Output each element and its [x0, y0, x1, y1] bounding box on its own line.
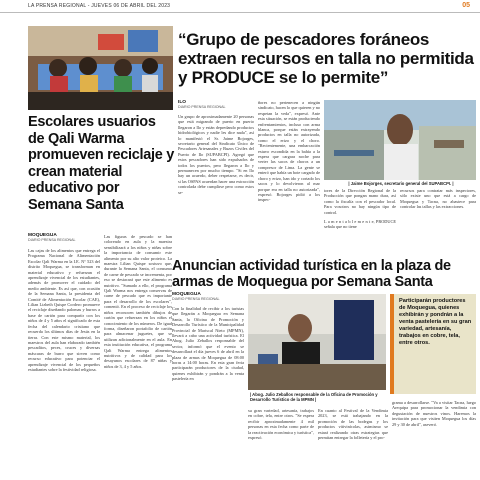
left-article-column-1: Las cajas de los alimentos que entrega el Programa Nacional de Alimentación Escolar Qali Warma en la I.E. N° 523 del distrito Moquegua, se transforman en material educativo y refuerzan el aprendizaje vivencial de los estudiantes, además de promover el cuidado del medio ambiente. Es así que, con ocasión de la Semana Santa, la presidenta del Comité de Alimentación Escolar (CAE), Lilian Lizbeth Quispe Cordero promueve el reciclaje diseñando palomas y burros a base de cartón para compartir con los niños de 4 y 5 años el significado de esta fecha del calendario cristiano que recuerda los últimos días de Jesús en la tierra. Con este mismo material, los maestros del aula han elaborado también pescaditos, peces, cruces y diversas máscaras de burro que sirven como recurso educativo para potenciar el aprendizaje vivencial de los pequeños estudiantes sobre la festividad religiosa. [28, 248, 100, 372]
header-rule [0, 12, 480, 13]
photo-children-crafts [28, 26, 173, 110]
photo-jaime-bojorges [324, 100, 476, 180]
photo-julio-zeballos-illustration [248, 294, 386, 390]
photo-children-crafts-illustration [28, 26, 173, 110]
top-article-source: DIARIO PRENSA REGIONAL [178, 105, 226, 109]
bottom-article-title: Anuncian actividad turística en la plaza de armas de Moquegua por Semana Santa [172, 258, 451, 290]
top-article-title: “Grupo de pescadores foráneos extraen recursos en talla no permitida y PRODUCE se lo permite” [178, 30, 474, 87]
section-title: LA PRENSA REGIONAL - JUEVES 06 DE ABRIL DEL 2023 [28, 3, 171, 9]
pull-quote-box [390, 294, 476, 394]
bottom-article-column-4: grama a desarrollarse. "Va a visitar Tacna, luego Arequipa para promocionar la vendimia con degustación de nuestros vinos. Haremos la invitación para que visiten Moquegua los días 29 y 30 de abril", aseveró. [392, 400, 476, 427]
photo-julio-zeballos [248, 294, 386, 390]
left-article-column-2: Las figuras de pescado se han coloreado en aula y la maestra sensibilizará a los niños y niñas sobre la importancia de consumir este alimento por su alto valor proteico. La maestra Lilian Quispe sostuvo que, durante la Semana Santa, el consumo de carne de pescado se incrementa, por eso se destacará que este alimento es nutritivo. "Sumado a ello, el programa Qali Warma nos entrega conservas de carne de pescado que es importante para el desarrollo de los escolares", comentó. En el proceso de reciclaje los niños reconocen también dibujos de cartón que refuerzan en los niños el conocimiento de los números. De igual forma, diseñaron portafolio de cartón para almacenar juguetes, que se utilizan adicionalmente en el aula. En esta institución educativa, el programa Qali Warma entrega alimentos nutritivos y de calidad para los desayunos escolares de 87 niñas y niños de 3, 4 y 5 años. [104, 234, 172, 369]
top-article-regret: L a m e n t a b l e m e n t e, PRODUCE señala que no tiene [324, 219, 396, 230]
top-article-column-4: recursos para contratar más inspectores, sólo existe uno que está a cargo de Moquegua y Tacna, no abastece para controlar las tallas y las extracciones. [400, 188, 476, 210]
pull-quote-text: Participarán productores de Moquegua, quienes exhibirán y pondrán a la venta pastelería en su gran variedad, artesanía, trabajos en cobre, tela, entre otros. [399, 298, 472, 346]
left-article-source: DIARIO PRENSA REGIONAL [28, 238, 76, 242]
page-header [0, 0, 480, 14]
left-article-byline [28, 233, 98, 242]
bottom-article-column-2: su gran variedad, artesanía, trabajos en cobre, tela, entre otros. "Se espera recibir aproximadamente 4 mil personas en esta fecha como parte de la reactivación económica y turística", expresó. [248, 408, 314, 441]
bottom-article-column-1: Con la finalidad de recibir a los turistas que llegarán a Moquegua en Semana Santa, la Oficina de Promoción y Desarrollo Turístico de la Municipalidad Provincial de Mariscal Nieto (MPMN), llevará a cabo una actividad turística. El Abog. Julio Zeballos responsable del sector, informó que el evento se desarrollará el día jueves 6 de abril en la plaza de armas de Moquegua de 08:00 horas a 14:00 horas. En esta gran feria participarán productores de la ciudad, quienes exhibirán y pondrán a la venta pastelería en [172, 306, 244, 382]
page-number: 05 [462, 2, 470, 9]
top-photo-caption: | Jaime Bojorges, secretario general del SUPABCPI. | [348, 181, 454, 186]
bottom-article-source: DIARIO PRENSA REGIONAL [172, 297, 220, 301]
top-article-byline [178, 100, 248, 109]
photo-jaime-bojorges-illustration [324, 100, 476, 180]
left-article-place: MOQUEGUA [28, 233, 57, 238]
pull-quote-bar [390, 294, 394, 394]
bottom-photo-caption: | Abog. Julio Zeballos responsable de la Oficina de Promoción y Desarrollo Turístico de la MPMN | [250, 392, 378, 402]
top-article-column-3-text: tores de la Dirección Regional de la Producción que pongan mano dura, así como la fiscalía con el pescador local. Para vosotros no hay ningún tipo de control. [324, 188, 396, 215]
top-article-place: ILO [178, 100, 186, 105]
left-article-title: Escolares usuarios de Qali Warma promueven reciclaje y crean material educativo por Semana Santa [28, 114, 175, 213]
top-article-column-1: Un grupo de aproximadamente 20 personas que está migrando de puerto en puerto llegaron a Ilo y están depredando productos hidrobiológicos y nadie les dice nada", así lo manifestó el Sr. Jaime Bojorges, secretario general del Sindicato Único de Pescadores Artesanales y Buzos Civiles del Puerto de Ilo (SUPABCPI). Agregó que estos pescadores han sido expulsados de todos los puertos, pero llegaron a Ilo y permanecen por mucho tiempo. "Si en Ilo hay un acuerdo, deber respetarse, es decir, si las OSPAS acuerdan hacer una extracción controlada debe cumplirse pero como estos se- [178, 114, 254, 195]
bottom-article-byline [172, 292, 242, 301]
bottom-article-place: MOQUEGUA [172, 292, 201, 297]
top-article-column-3 [324, 188, 396, 250]
bottom-article-column-3: En cuanto al Festival de la Vendimia 2023, se está trabajando en la promoción de las bodegas y los productos vitivinícolas, asimismo se estará realizando otras estrategias que permitan entregar la folletería y el pro- [318, 408, 388, 441]
top-article-column-2: ñores no pertenecen a ningún sindicato, hacen lo que quieren y no respetan la veda", expresó. Ante esta situación, se están produciendo enfrentamientos, incluso con arma blanca, porque están extrayendo productos en talla no autorizada, como el erizo y el choro. "Recientemente, una embarcación estuvo escondida en la bahía a la espera que cargara noche para verter las sacos de choros a un compresor de Lima. La gente se enteró que había un bote cargado de choro y erizo, han ido y cortado los sacos y lo devolvieron al mar porque era en talla no autorizada", expresó. Bojorges pidió a los inspec- [258, 100, 320, 203]
